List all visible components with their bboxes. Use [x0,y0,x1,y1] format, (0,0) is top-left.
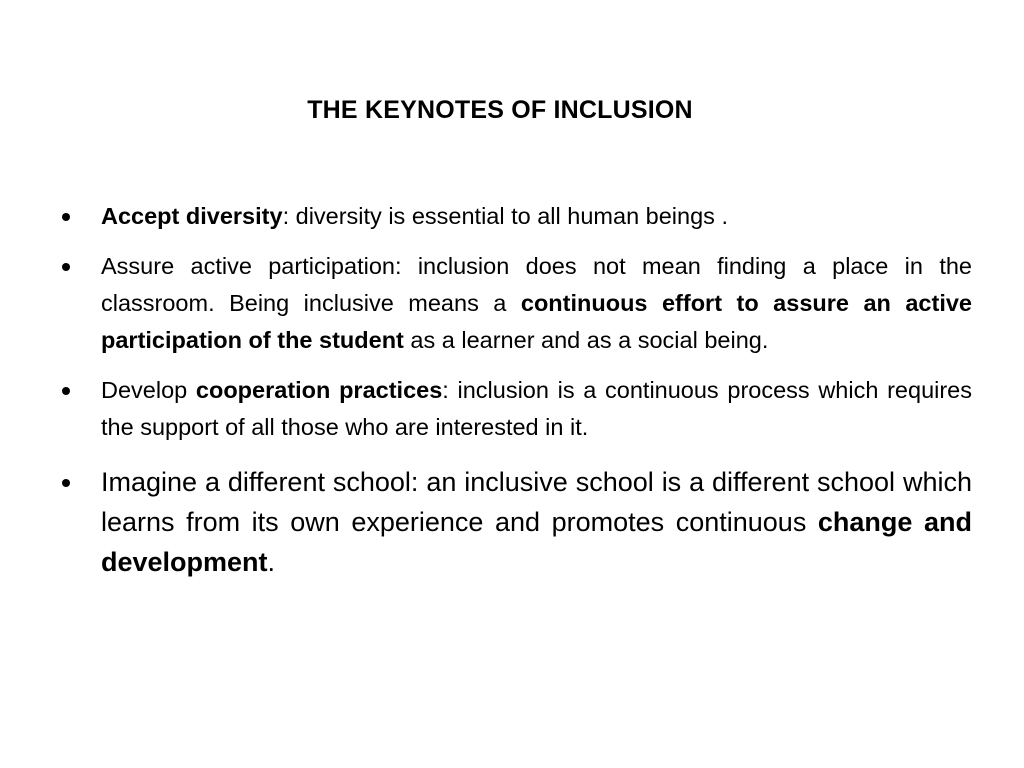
bullet-dot-icon [62,387,70,395]
bullet-bold-phrase: continuous effort to assure an active participation of the student [101,290,972,353]
bullet-item-different-school [58,462,972,582]
bullet-bold-lead: Accept diversity [101,203,283,229]
bullet-list [58,198,972,582]
bullet-dot-icon [62,213,70,221]
bullet-dot-icon [62,263,70,271]
bullet-text: : diversity is essential to all human beings . [282,203,728,229]
bullet-item-active-participation [58,248,972,359]
bullet-text: Assure active participation: inclusion does not mean finding a place in the classroom. Being inclusive means a [101,253,972,316]
bullet-text: as a learner and as a social being. [403,327,769,353]
bullet-text: : inclusion is a continuous process which requires the support of all those who are interested in it. [101,377,972,440]
bullet-item-cooperation-practices [58,372,972,446]
bullet-text: Imagine a different school: an inclusive school is a different school which learns from its own experience and promotes continuous [101,467,972,537]
bullet-bold-phrase: cooperation practices [195,377,443,403]
bullet-dot-icon [62,479,70,487]
bullet-text: . [267,547,276,577]
bullet-item-accept-diversity [58,198,972,235]
slide-title: THE KEYNOTES OF INCLUSION [307,96,693,124]
bullet-text: Develop [101,377,196,403]
bullet-bold-phrase: change and development [101,507,972,577]
